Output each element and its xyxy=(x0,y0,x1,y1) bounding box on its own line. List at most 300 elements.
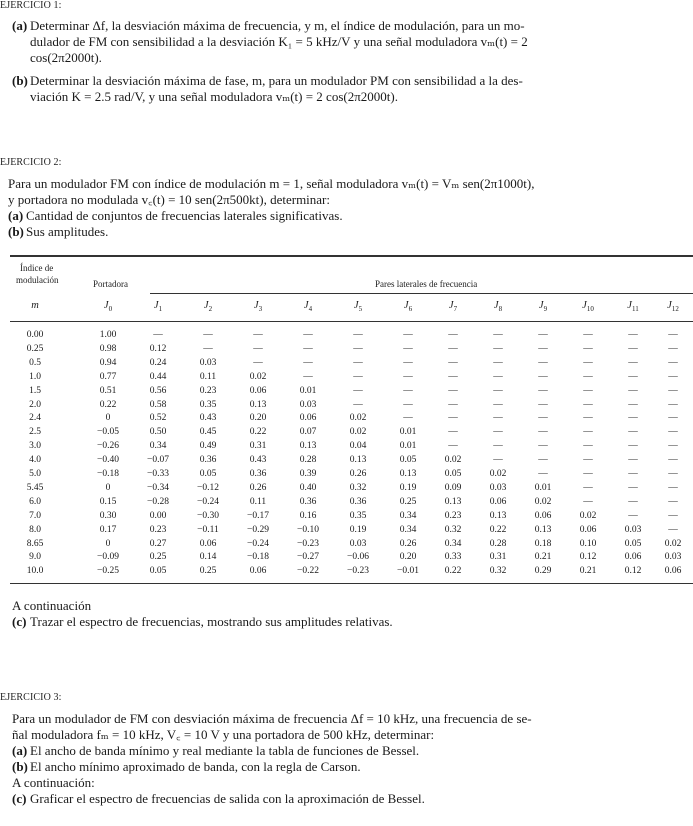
exercise-3-item-a xyxy=(12,743,419,759)
table-row xyxy=(10,469,693,480)
column-header-J1 xyxy=(138,300,178,313)
cell-J4: 0.13 xyxy=(299,441,317,452)
item-a-line-1: Determinar Δf, la desviación máxima de frecuencia, y m, el índice de modulación, para un mo- xyxy=(30,18,525,33)
column-header-subscript: 8 xyxy=(498,305,503,314)
cell-J2: 0.11 xyxy=(199,371,217,382)
cell-J7: — xyxy=(448,357,458,368)
cell-J1: 0.25 xyxy=(149,552,167,563)
cell-J4: — xyxy=(303,371,313,382)
cell-J5: — xyxy=(353,343,363,354)
table-row xyxy=(10,427,693,438)
item-b-line-1: Determinar la desviación máxima de fase, m, para un modulador PM con sensibilidad a la des- xyxy=(30,73,523,88)
cell-J2: — xyxy=(203,330,213,340)
cell-J7: 0.09 xyxy=(444,482,462,493)
cell-J5: 0.32 xyxy=(349,482,367,493)
cell-J5: — xyxy=(353,330,363,340)
cell-J7: 0.02 xyxy=(444,455,462,466)
cell-J4: 0.40 xyxy=(299,482,317,493)
column-header-symbol: J xyxy=(153,300,159,311)
cell-J7: — xyxy=(448,441,458,452)
cell-J3: 0.11 xyxy=(249,496,267,507)
cell-J12: — xyxy=(668,399,678,410)
cell-J10: — xyxy=(583,385,593,396)
cell-J9: 0.21 xyxy=(534,552,552,563)
cell-J10: 0.12 xyxy=(579,552,597,563)
cell-J11: — xyxy=(628,399,638,410)
exercise-3-title: EJERCICIO 3: xyxy=(0,692,62,703)
column-header-J11 xyxy=(613,300,653,313)
cell-J9: — xyxy=(538,413,548,424)
cell-J5: 0.35 xyxy=(349,510,367,521)
cell-J3: −0.24 xyxy=(247,538,269,549)
cell-J0: −0.18 xyxy=(97,469,119,479)
cell-J6: — xyxy=(403,385,413,396)
cell-J5: 0.02 xyxy=(349,427,367,438)
cell-J3: −0.18 xyxy=(247,552,269,563)
cell-J7: 0.33 xyxy=(444,552,462,563)
exercise-2-item-c xyxy=(12,614,393,630)
cell-J11: — xyxy=(628,455,638,466)
cell-J8: 0.03 xyxy=(489,482,507,493)
column-header-subscript: 9 xyxy=(543,305,548,314)
cell-J4: 0.36 xyxy=(299,496,317,507)
cell-J0: 0.30 xyxy=(99,510,117,521)
cell-J3: 0.02 xyxy=(249,371,267,382)
cell-J3: 0.31 xyxy=(249,441,267,452)
cell-J9: 0.29 xyxy=(534,566,552,577)
cell-J6: 0.34 xyxy=(399,510,417,521)
cell-J8: 0.02 xyxy=(489,469,507,479)
column-header-subscript: 4 xyxy=(308,305,313,314)
cell-J10: 0.10 xyxy=(579,538,597,549)
cell-J9: 0.13 xyxy=(534,524,552,535)
column-header-J10 xyxy=(568,300,608,313)
cell-J9: 0.18 xyxy=(534,538,552,549)
cell-J0: −0.09 xyxy=(97,552,119,563)
column-header-subscript: 1 xyxy=(158,305,163,314)
cell-J9: — xyxy=(538,427,548,438)
cell-m: 5.0 xyxy=(29,469,41,479)
cell-J1: 0.44 xyxy=(149,371,167,382)
column-header-symbol: J xyxy=(403,300,409,311)
cell-J2: 0.14 xyxy=(199,552,217,563)
column-header-symbol: J xyxy=(253,300,259,311)
cell-J10: — xyxy=(583,482,593,493)
table-top-rule xyxy=(10,255,693,257)
header-sub-rule xyxy=(150,293,693,294)
item-c-text: Trazar el espectro de frecuencias, mostrando sus amplitudes relativas. xyxy=(30,614,393,629)
cell-J9: 0.02 xyxy=(534,496,552,507)
cell-J7: — xyxy=(448,399,458,410)
cell-J10: — xyxy=(583,469,593,479)
item-a-text: Cantidad de conjuntos de frecuencias laterales significativas. xyxy=(26,208,343,223)
cell-J12: 0.06 xyxy=(664,566,682,577)
cell-J8: — xyxy=(493,399,503,410)
cell-J12: — xyxy=(668,385,678,396)
cell-J6: 0.19 xyxy=(399,482,417,493)
cell-J12: — xyxy=(668,510,678,521)
cell-J1: 0.58 xyxy=(149,399,167,410)
item-c-text: Graficar el espectro de frecuencias de salida con la aproximación de Bessel. xyxy=(30,791,425,806)
cell-J2: 0.06 xyxy=(199,538,217,549)
exercise-1-item-b xyxy=(12,73,523,89)
column-header-subscript: 3 xyxy=(258,305,263,314)
exercise-2-intro-line-2: y portadora no modulada v꜀(t) = 10 sen(2π500kt), determinar: xyxy=(8,192,331,207)
cell-J1: 0.24 xyxy=(149,357,167,368)
exercise-3-intro-line-2: ñal moduladora fₘ = 10 kHz, V꜀ = 10 V y una portadora de 500 kHz, determinar: xyxy=(12,727,435,742)
cell-J1: 0.12 xyxy=(149,343,167,354)
column-header-symbol: J xyxy=(303,300,309,311)
cell-J8: 0.31 xyxy=(489,552,507,563)
cell-J2: −0.30 xyxy=(197,510,219,521)
column-header-J7 xyxy=(433,300,473,313)
cell-J3: 0.06 xyxy=(249,566,267,577)
cell-J7: 0.32 xyxy=(444,524,462,535)
item-a-label: (a) xyxy=(12,743,28,758)
cell-J9: — xyxy=(538,330,548,340)
column-header-J9 xyxy=(523,300,563,313)
cell-J8: — xyxy=(493,385,503,396)
cell-J0: 0 xyxy=(105,538,111,549)
table-row xyxy=(10,525,693,536)
table-row xyxy=(10,497,693,508)
exercise-2-intro-line-1: Para un modulador FM con índice de modulación m = 1, señal moduladora vₘ(t) = Vₘ sen(2π1000t), xyxy=(8,176,535,191)
cell-J12: — xyxy=(668,413,678,424)
cell-J8: — xyxy=(493,427,503,438)
cell-J1: 0.00 xyxy=(149,510,167,521)
table-row xyxy=(10,413,693,424)
cell-J7: — xyxy=(448,343,458,354)
cell-J5: 0.13 xyxy=(349,455,367,466)
cell-J1: 0.50 xyxy=(149,427,167,438)
cell-J0: 0.51 xyxy=(99,385,117,396)
column-header-symbol: J xyxy=(538,300,544,311)
column-header-symbol: J xyxy=(582,300,587,311)
column-header-symbol: J xyxy=(627,300,632,311)
cell-J12: 0.02 xyxy=(664,538,682,549)
header-pares-laterales: Pares laterales de frecuencia xyxy=(375,279,478,289)
cell-J6: — xyxy=(403,343,413,354)
exercise-1-item-a-line-2: dulador de FM con sensibilidad a la desviación K₁ = 5 kHz/V y una señal moduladora vₘ(t) = 2 xyxy=(30,34,528,49)
exercise-1-title: EJERCICIO 1: xyxy=(0,0,62,11)
column-header-subscript: 10 xyxy=(586,305,594,314)
cell-J10: — xyxy=(583,427,593,438)
cell-J2: −0.11 xyxy=(197,524,219,535)
cell-J12: — xyxy=(668,469,678,479)
cell-m: 2.0 xyxy=(29,399,41,410)
cell-J2: 0.35 xyxy=(199,399,217,410)
cell-J0: 0.15 xyxy=(99,496,117,507)
cell-J10: — xyxy=(583,343,593,354)
table-row xyxy=(10,566,693,577)
cell-J9: — xyxy=(538,469,548,479)
cell-J3: 0.06 xyxy=(249,385,267,396)
exercise-2-title: EJERCICIO 2: xyxy=(0,157,62,168)
cell-J6: 0.34 xyxy=(399,524,417,535)
cell-J4: — xyxy=(303,343,313,354)
cell-J12: — xyxy=(668,427,678,438)
table-row xyxy=(10,455,693,466)
cell-J5: −0.23 xyxy=(347,566,369,577)
cell-J2: 0.23 xyxy=(199,385,217,396)
cell-J8: — xyxy=(493,455,503,466)
column-header-symbol: J xyxy=(103,300,109,311)
cell-J7: — xyxy=(448,427,458,438)
cell-J5: — xyxy=(353,385,363,396)
cell-J6: — xyxy=(403,413,413,424)
cell-J0: 0.22 xyxy=(99,399,117,410)
cell-J8: 0.28 xyxy=(489,538,507,549)
column-header-symbol: J xyxy=(353,300,359,311)
column-header-J2 xyxy=(188,300,228,313)
cell-J6: 0.13 xyxy=(399,469,417,479)
cell-J0: −0.25 xyxy=(97,566,119,577)
cell-m: 2.4 xyxy=(29,413,41,424)
cell-J9: — xyxy=(538,455,548,466)
cell-J6: 0.05 xyxy=(399,455,417,466)
cell-J5: 0.19 xyxy=(349,524,367,535)
exercise-1-item-a-line-3: cos(2π2000t). xyxy=(30,50,102,65)
column-header-subscript: 6 xyxy=(408,305,413,314)
cell-J3: 0.43 xyxy=(249,455,267,466)
item-b-label: (b) xyxy=(8,224,24,239)
cell-J7: — xyxy=(448,371,458,382)
cell-J9: — xyxy=(538,441,548,452)
cell-m: 1.0 xyxy=(29,371,41,382)
cell-m: 2.5 xyxy=(29,427,41,438)
cell-J1: 0.56 xyxy=(149,385,167,396)
cell-J2: 0.49 xyxy=(199,441,217,452)
cell-J0: −0.05 xyxy=(97,427,119,438)
cell-J10: — xyxy=(583,441,593,452)
cell-J10: — xyxy=(583,330,593,340)
cell-J3: −0.29 xyxy=(247,524,269,535)
column-header-J8 xyxy=(478,300,518,313)
cell-J11: — xyxy=(628,482,638,493)
cell-J11: — xyxy=(628,343,638,354)
column-header-J3 xyxy=(238,300,278,313)
header-portadora: Portadora xyxy=(93,279,128,289)
cell-J10: — xyxy=(583,357,593,368)
column-header-J5 xyxy=(338,300,378,313)
table-row xyxy=(10,372,693,383)
cell-J2: 0.36 xyxy=(199,455,217,466)
cell-J9: 0.01 xyxy=(534,482,552,493)
cell-J7: 0.23 xyxy=(444,510,462,521)
cell-J9: — xyxy=(538,343,548,354)
column-header-J4 xyxy=(288,300,328,313)
cell-J11: — xyxy=(628,371,638,382)
cell-J3: — xyxy=(253,330,263,340)
table-row xyxy=(10,344,693,355)
cell-m: 0.5 xyxy=(29,357,41,368)
cell-J2: 0.45 xyxy=(199,427,217,438)
cell-J10: — xyxy=(583,413,593,424)
cell-J1: 0.27 xyxy=(149,538,167,549)
cell-J1: 0.52 xyxy=(149,413,167,424)
cell-J1: −0.33 xyxy=(147,469,169,479)
cell-J0: 0 xyxy=(105,413,111,424)
cell-J7: — xyxy=(448,413,458,424)
cell-J11: — xyxy=(628,385,638,396)
exercise-3-intro-line-1: Para un modulador de FM con desviación máxima de frecuencia Δf = 10 kHz, una frecuencia de se- xyxy=(12,711,532,726)
table-row xyxy=(10,441,693,452)
column-header-m xyxy=(15,300,55,311)
exercise-1-item-a xyxy=(12,18,525,34)
cell-J2: 0.25 xyxy=(199,566,217,577)
item-a-label: (a) xyxy=(12,18,28,33)
cell-J8: 0.13 xyxy=(489,510,507,521)
cell-J6: — xyxy=(403,371,413,382)
cell-J0: 0.98 xyxy=(99,343,117,354)
column-header-subscript: 5 xyxy=(358,305,363,314)
cell-J11: — xyxy=(628,427,638,438)
cell-J0: 0.17 xyxy=(99,524,117,535)
header-modulacion: modulación xyxy=(16,275,59,285)
column-header-symbol: J xyxy=(667,300,672,311)
cell-J8: 0.06 xyxy=(489,496,507,507)
cell-J3: 0.36 xyxy=(249,469,267,479)
cell-J2: −0.24 xyxy=(197,496,219,507)
table-row xyxy=(10,330,693,341)
cell-J10: — xyxy=(583,455,593,466)
column-header-subscript: 0 xyxy=(108,305,113,314)
exercise-1-item-b-line-2: viación K = 2.5 rad/V, y una señal moduladora vₘ(t) = 2 cos(2π2000t). xyxy=(30,89,398,104)
cell-J11: — xyxy=(628,413,638,424)
cell-J3: — xyxy=(253,343,263,354)
item-c-label: (c) xyxy=(12,614,27,629)
cell-m: 5.45 xyxy=(26,482,44,493)
cell-J6: — xyxy=(403,357,413,368)
column-header-symbol: J xyxy=(203,300,209,311)
exercise-2-item-b xyxy=(8,224,108,240)
cell-J9: 0.06 xyxy=(534,510,552,521)
column-header-subscript: 2 xyxy=(208,305,213,314)
cell-J4: 0.28 xyxy=(299,455,317,466)
cell-J2: — xyxy=(203,343,213,354)
cell-J5: — xyxy=(353,371,363,382)
item-a-text: El ancho de banda mínimo y real mediante la tabla de funciones de Bessel. xyxy=(30,743,420,758)
cell-J11: — xyxy=(628,510,638,521)
cell-m: 0.00 xyxy=(26,330,44,340)
exercise-3-item-b xyxy=(12,759,361,775)
cell-J12: — xyxy=(668,482,678,493)
cell-J12: — xyxy=(668,343,678,354)
cell-J0: 0.77 xyxy=(99,371,117,382)
cell-J3: 0.20 xyxy=(249,413,267,424)
cell-m: 10.0 xyxy=(26,566,44,577)
item-b-label: (b) xyxy=(12,73,28,88)
cell-J9: — xyxy=(538,371,548,382)
table-row xyxy=(10,358,693,369)
cell-J0: 0.94 xyxy=(99,357,117,368)
cell-J11: — xyxy=(628,441,638,452)
cell-J12: — xyxy=(668,357,678,368)
header-bottom-rule xyxy=(10,321,693,322)
cell-J11: — xyxy=(628,469,638,479)
cell-J3: 0.13 xyxy=(249,399,267,410)
cell-J11: 0.03 xyxy=(624,524,642,535)
cell-J7: — xyxy=(448,385,458,396)
item-c-label: (c) xyxy=(12,791,27,806)
cell-J2: −0.12 xyxy=(197,482,219,493)
cell-J2: 0.03 xyxy=(199,357,217,368)
cell-J5: — xyxy=(353,357,363,368)
cell-m: 0.25 xyxy=(26,343,44,354)
item-a-label: (a) xyxy=(8,208,24,223)
cell-J6: 0.20 xyxy=(399,552,417,563)
cell-J8: — xyxy=(493,371,503,382)
cell-J0: −0.40 xyxy=(97,455,119,466)
table-row xyxy=(10,400,693,411)
cell-J5: 0.04 xyxy=(349,441,367,452)
cell-J6: 0.01 xyxy=(399,441,417,452)
cell-J8: — xyxy=(493,330,503,340)
column-header-symbol: J xyxy=(448,300,454,311)
cell-J10: — xyxy=(583,399,593,410)
cell-J7: — xyxy=(448,330,458,340)
cell-m: 6.0 xyxy=(29,496,41,507)
cell-J7: 0.34 xyxy=(444,538,462,549)
cell-J10: 0.02 xyxy=(579,510,597,521)
table-row xyxy=(10,552,693,563)
cell-J5: 0.26 xyxy=(349,469,367,479)
cell-J12: — xyxy=(668,371,678,382)
cell-J7: 0.22 xyxy=(444,566,462,577)
cell-J5: 0.36 xyxy=(349,496,367,507)
cell-J11: — xyxy=(628,496,638,507)
cell-J5: — xyxy=(353,399,363,410)
cell-J8: — xyxy=(493,343,503,354)
exercise-2-continuation: A continuación xyxy=(12,598,92,613)
cell-J12: 0.03 xyxy=(664,552,682,563)
cell-J4: −0.27 xyxy=(297,552,319,563)
cell-J3: 0.26 xyxy=(249,482,267,493)
cell-m: 7.0 xyxy=(29,510,41,521)
cell-m: 1.5 xyxy=(29,385,41,396)
cell-m: 9.0 xyxy=(29,552,41,563)
item-b-text: Sus amplitudes. xyxy=(26,224,109,239)
cell-J12: — xyxy=(668,441,678,452)
cell-J12: — xyxy=(668,496,678,507)
cell-J6: 0.01 xyxy=(399,427,417,438)
cell-J12: — xyxy=(668,455,678,466)
item-b-text: El ancho mínimo aproximado de banda, con la regla de Carson. xyxy=(30,759,361,774)
cell-J0: −0.26 xyxy=(97,441,119,452)
column-header-symbol: m xyxy=(31,300,39,311)
cell-J4: — xyxy=(303,330,313,340)
cell-J9: — xyxy=(538,357,548,368)
cell-J3: 0.22 xyxy=(249,427,267,438)
cell-m: 8.65 xyxy=(26,538,44,549)
cell-J4: 0.16 xyxy=(299,510,317,521)
cell-J6: 0.25 xyxy=(399,496,417,507)
cell-J6: −0.01 xyxy=(397,566,419,577)
cell-J1: −0.34 xyxy=(147,482,169,493)
cell-m: 4.0 xyxy=(29,455,41,466)
exercise-3-continuation: A continuación: xyxy=(12,775,95,790)
column-header-subscript: 12 xyxy=(671,305,679,314)
cell-J5: 0.03 xyxy=(349,538,367,549)
column-header-J6 xyxy=(388,300,428,313)
cell-J6: — xyxy=(403,330,413,340)
exercise-3-item-c xyxy=(12,791,425,807)
cell-J4: 0.07 xyxy=(299,427,317,438)
cell-J4: −0.10 xyxy=(297,524,319,535)
cell-J1: — xyxy=(153,330,163,340)
column-header-J0 xyxy=(88,300,128,313)
cell-m: 8.0 xyxy=(29,524,41,535)
